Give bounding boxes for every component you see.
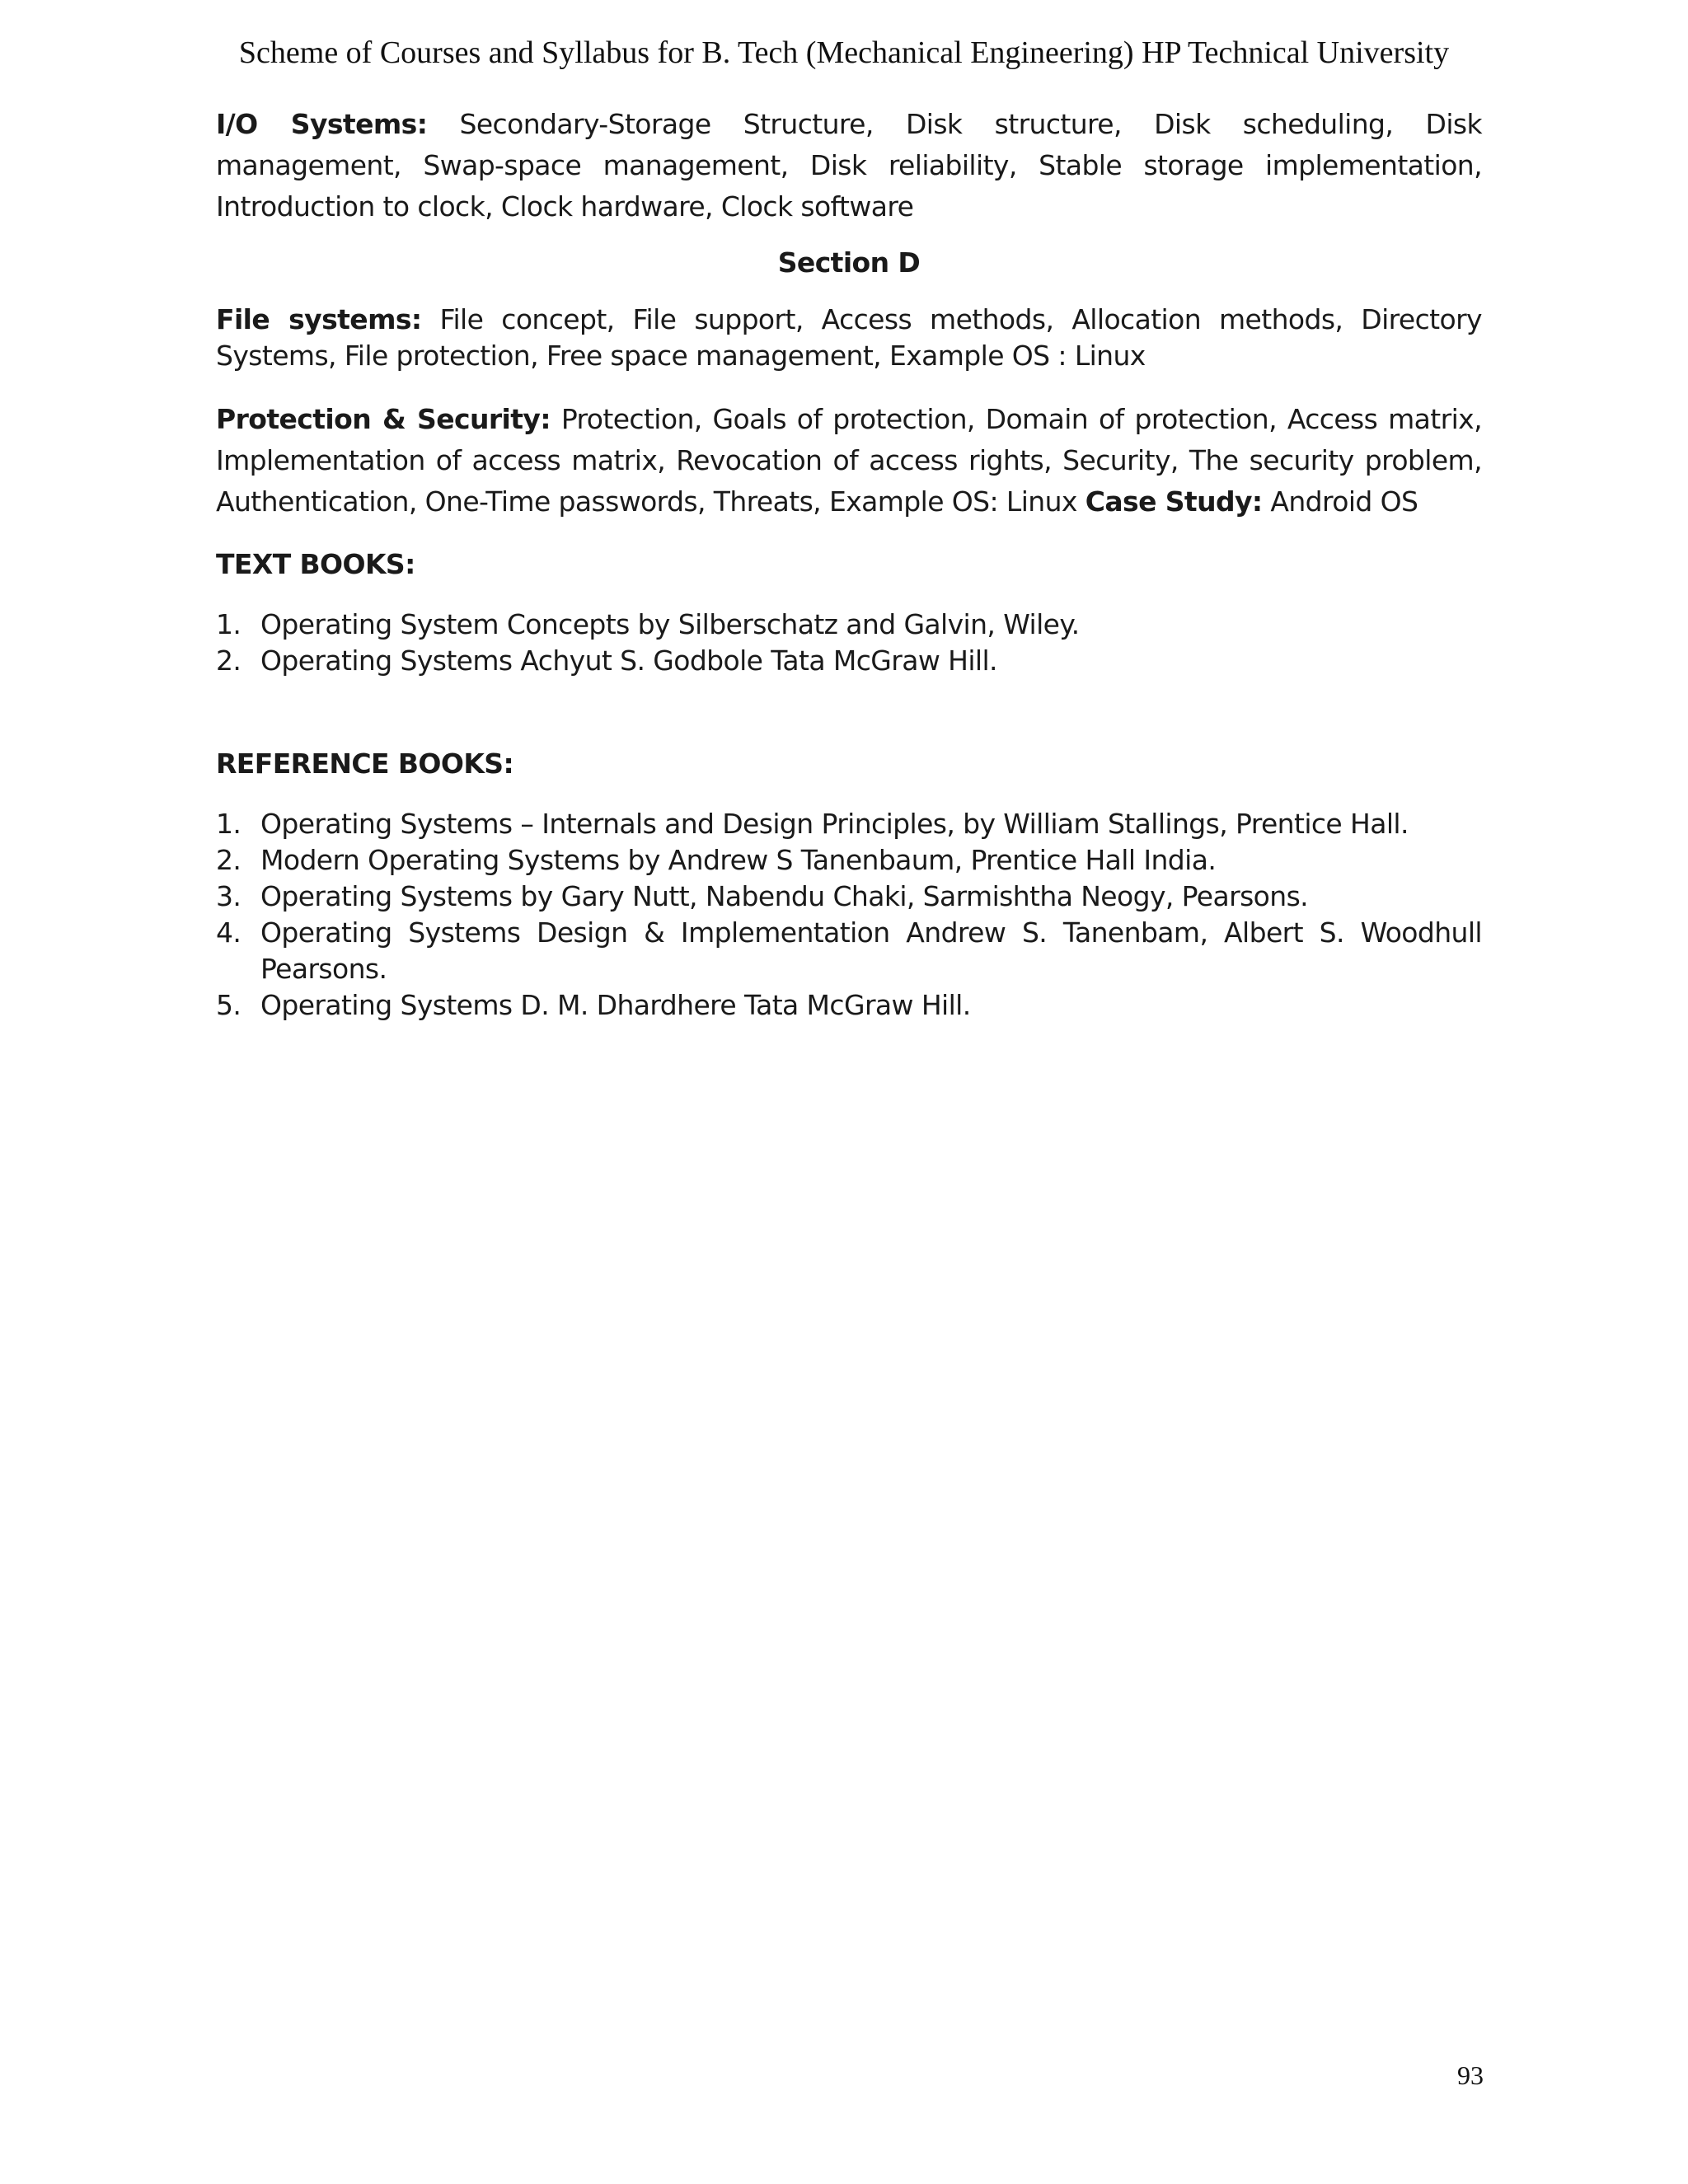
list-item-number: 1. [216,608,241,640]
list-item-number: 2. [216,844,241,876]
list-item [216,842,1482,879]
file-systems-text: File concept, File support, Access methods, Allocation methods, Directory Systems, File protection, Free space management, Example OS : Linux [216,303,1482,372]
reference-books-heading: REFERENCE BOOKS: [216,748,514,780]
io-systems-text: Secondary-Storage Structure, Disk structure, Disk scheduling, Disk management, Swap-space management, Disk reliability, Stable storage implementation, Introduction to clock, Clock hardware, Clock software [216,108,1482,223]
list-item-number: 1. [216,808,241,840]
text-books-heading: TEXT BOOKS: [216,548,415,580]
list-item [216,987,1482,1024]
list-item [216,643,1482,679]
io-systems-label: I/O Systems: [216,108,428,140]
list-item [216,806,1482,842]
protection-security-text: Protection, Goals of protection, Domain of protection, Access matrix, Implementation of access matrix, Revocation of access rights, Security, The security problem, Authentication, One-Time passwords, Threats, Example OS: Linux [216,403,1482,518]
list-item-text: Modern Operating Systems by Andrew S Tanenbaum, Prentice Hall India. [260,844,1217,876]
list-item [216,915,1482,987]
list-item-text: Operating Systems D. M. Dhardhere Tata McGraw Hill. [260,989,971,1021]
case-study-text: Android OS [1262,485,1418,518]
page-content [216,104,1482,1024]
reference-books-list [216,806,1482,1024]
protection-security-paragraph [216,399,1482,523]
list-item-number: 3. [216,880,241,912]
list-item-text: Operating Systems – Internals and Design Principles, by William Stallings, Prentice Hall. [260,808,1409,840]
list-item-text: Operating Systems Design & Implementation Andrew S. Tanenbam, Albert S. Woodhull Pearsons. [260,916,1482,985]
text-books-list [216,607,1482,679]
file-systems-paragraph [216,302,1482,374]
list-item-number: 5. [216,989,241,1021]
section-d-title: Section D [777,246,921,279]
file-systems-label: File systems: [216,303,422,335]
case-study-label: Case Study: [1085,485,1263,518]
list-item-text: Operating Systems Achyut S. Godbole Tata McGraw Hill. [260,644,997,677]
list-item [216,607,1482,643]
list-item-text: Operating System Concepts by Silberschatz and Galvin, Wiley. [260,608,1080,640]
list-item-number: 2. [216,644,241,677]
list-item [216,879,1482,915]
page-header: Scheme of Courses and Syllabus for B. Tech (Mechanical Engineering) HP Technical University [238,35,1450,70]
page-number: 93 [1457,2060,1484,2090]
list-item-text: Operating Systems by Gary Nutt, Nabendu Chaki, Sarmishtha Neogy, Pearsons. [260,880,1309,912]
protection-security-label: Protection & Security: [216,403,551,435]
io-systems-paragraph [216,104,1482,227]
list-item-number: 4. [216,916,241,949]
